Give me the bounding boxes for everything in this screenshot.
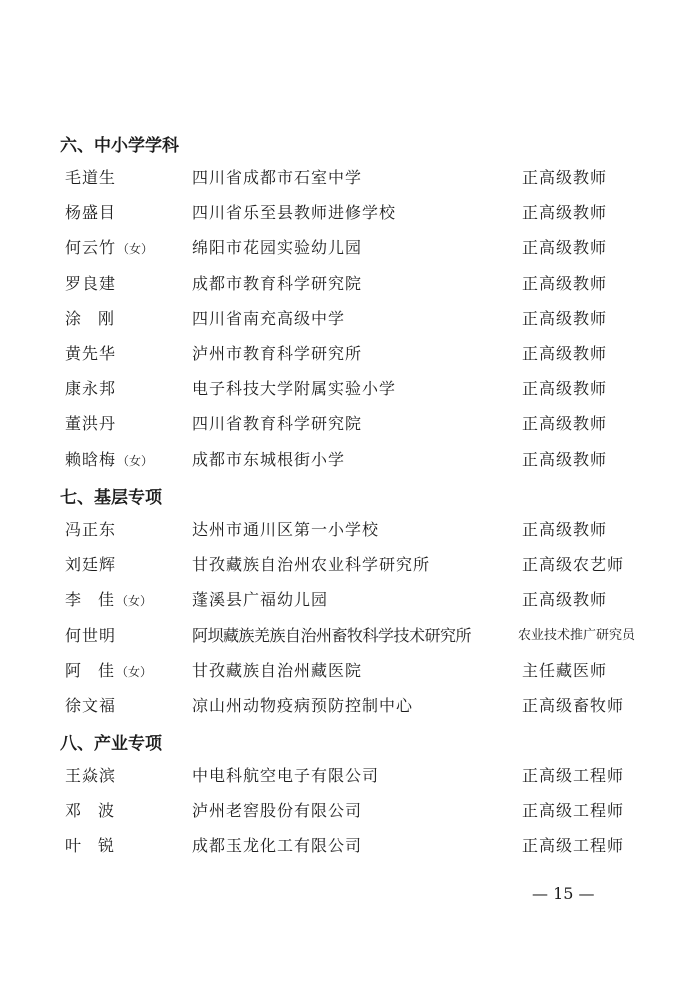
organization: 四川省成都市石室中学 — [192, 168, 363, 187]
professional-title: 主任藏医师 — [522, 660, 608, 680]
professional-title: 正高级教师 — [522, 168, 608, 187]
organization: 四川省乐至县教师进修学校 — [192, 203, 397, 223]
person-name: 康永邦 — [65, 379, 117, 399]
professional-title: 正高级农艺师 — [522, 555, 625, 575]
person-name: 阿 佳（女） — [65, 660, 153, 680]
person-name: 李 佳（女） — [65, 590, 153, 610]
professional-title: 正高级教师 — [522, 449, 608, 469]
section-industry — [60, 730, 660, 864]
list-item — [60, 793, 660, 828]
list-item — [60, 653, 660, 688]
list-item — [60, 230, 660, 265]
professional-title: 正高级教师 — [522, 343, 608, 363]
professional-title: 农业技术推广研究员 — [518, 627, 636, 643]
list-item — [60, 442, 660, 477]
list-item — [60, 688, 660, 723]
professional-title: 正高级教师 — [522, 379, 608, 399]
professional-title: 正高级教师 — [522, 414, 608, 434]
list-item — [60, 336, 660, 371]
person-name: 赖晗梅（女） — [65, 449, 154, 469]
list-item — [60, 266, 660, 301]
person-name: 徐文福 — [65, 695, 117, 715]
section-heading: 七、基层专项 — [60, 488, 162, 508]
list-item — [60, 195, 660, 230]
organization: 泸州市教育科学研究所 — [192, 343, 363, 363]
professional-title: 正高级工程师 — [522, 836, 625, 856]
professional-title: 正高级教师 — [522, 308, 608, 328]
person-name: 邓 波 — [65, 801, 116, 821]
gender-note: （女） — [116, 594, 153, 609]
professional-title: 正高级畜牧师 — [522, 695, 625, 715]
section-primary-secondary — [60, 132, 660, 477]
list-item — [60, 301, 660, 336]
gender-note: （女） — [117, 453, 154, 468]
professional-title: 正高级教师 — [522, 590, 608, 610]
list-item — [60, 406, 660, 441]
organization: 泸州老窖股份有限公司 — [192, 801, 363, 821]
person-name: 王焱滨 — [65, 766, 117, 785]
list-item — [60, 758, 660, 793]
organization: 四川省南充高级中学 — [192, 308, 346, 328]
professional-title: 正高级教师 — [522, 273, 608, 293]
organization: 蓬溪县广福幼儿园 — [192, 590, 329, 610]
list-item — [60, 371, 660, 406]
section-heading: 八、产业专项 — [60, 734, 162, 754]
professional-title: 正高级工程师 — [522, 801, 625, 821]
professional-title: 正高级工程师 — [522, 766, 625, 785]
list-item — [60, 828, 660, 863]
organization: 成都市东城根街小学 — [192, 449, 346, 469]
person-name: 杨盛目 — [65, 203, 117, 223]
list-item — [60, 547, 660, 582]
organization: 中电科航空电子有限公司 — [192, 766, 380, 785]
page-number: — 15 — — [532, 884, 595, 903]
list-item — [60, 582, 660, 617]
person-name: 冯正东 — [65, 520, 117, 539]
list-item — [60, 160, 660, 195]
person-name: 何云竹（女） — [65, 238, 154, 258]
list-item — [60, 512, 660, 547]
person-name: 叶 锐 — [65, 836, 116, 856]
person-name: 涂 刚 — [65, 308, 116, 328]
gender-note: （女） — [116, 664, 153, 679]
organization: 甘孜藏族自治州农业科学研究所 — [192, 555, 431, 575]
organization: 甘孜藏族自治州藏医院 — [192, 660, 363, 680]
person-name: 黄先华 — [65, 343, 117, 363]
person-name: 毛道生 — [65, 168, 117, 187]
professional-title: 正高级教师 — [522, 203, 608, 223]
organization: 绵阳市花园实验幼儿园 — [192, 238, 363, 258]
person-name: 董洪丹 — [65, 414, 117, 434]
gender-note: （女） — [117, 242, 154, 257]
organization: 四川省教育科学研究院 — [192, 414, 363, 434]
organization: 成都玉龙化工有限公司 — [192, 836, 363, 856]
person-name: 罗良建 — [65, 273, 117, 293]
section-heading: 六、中小学学科 — [60, 136, 179, 156]
person-name: 何世明 — [65, 625, 117, 645]
organization: 达州市通川区第一小学校 — [192, 520, 380, 539]
organization: 成都市教育科学研究院 — [192, 273, 363, 293]
organization: 电子科技大学附属实验小学 — [192, 379, 397, 399]
section-grassroots — [60, 484, 660, 723]
person-name: 刘廷辉 — [65, 555, 117, 575]
professional-title: 正高级教师 — [522, 520, 608, 539]
professional-title: 正高级教师 — [522, 238, 608, 258]
organization: 凉山州动物疫病预防控制中心 — [192, 695, 414, 715]
organization: 阿坝藏族羌族自治州畜牧科学技术研究所 — [192, 625, 472, 645]
list-item — [60, 618, 660, 653]
